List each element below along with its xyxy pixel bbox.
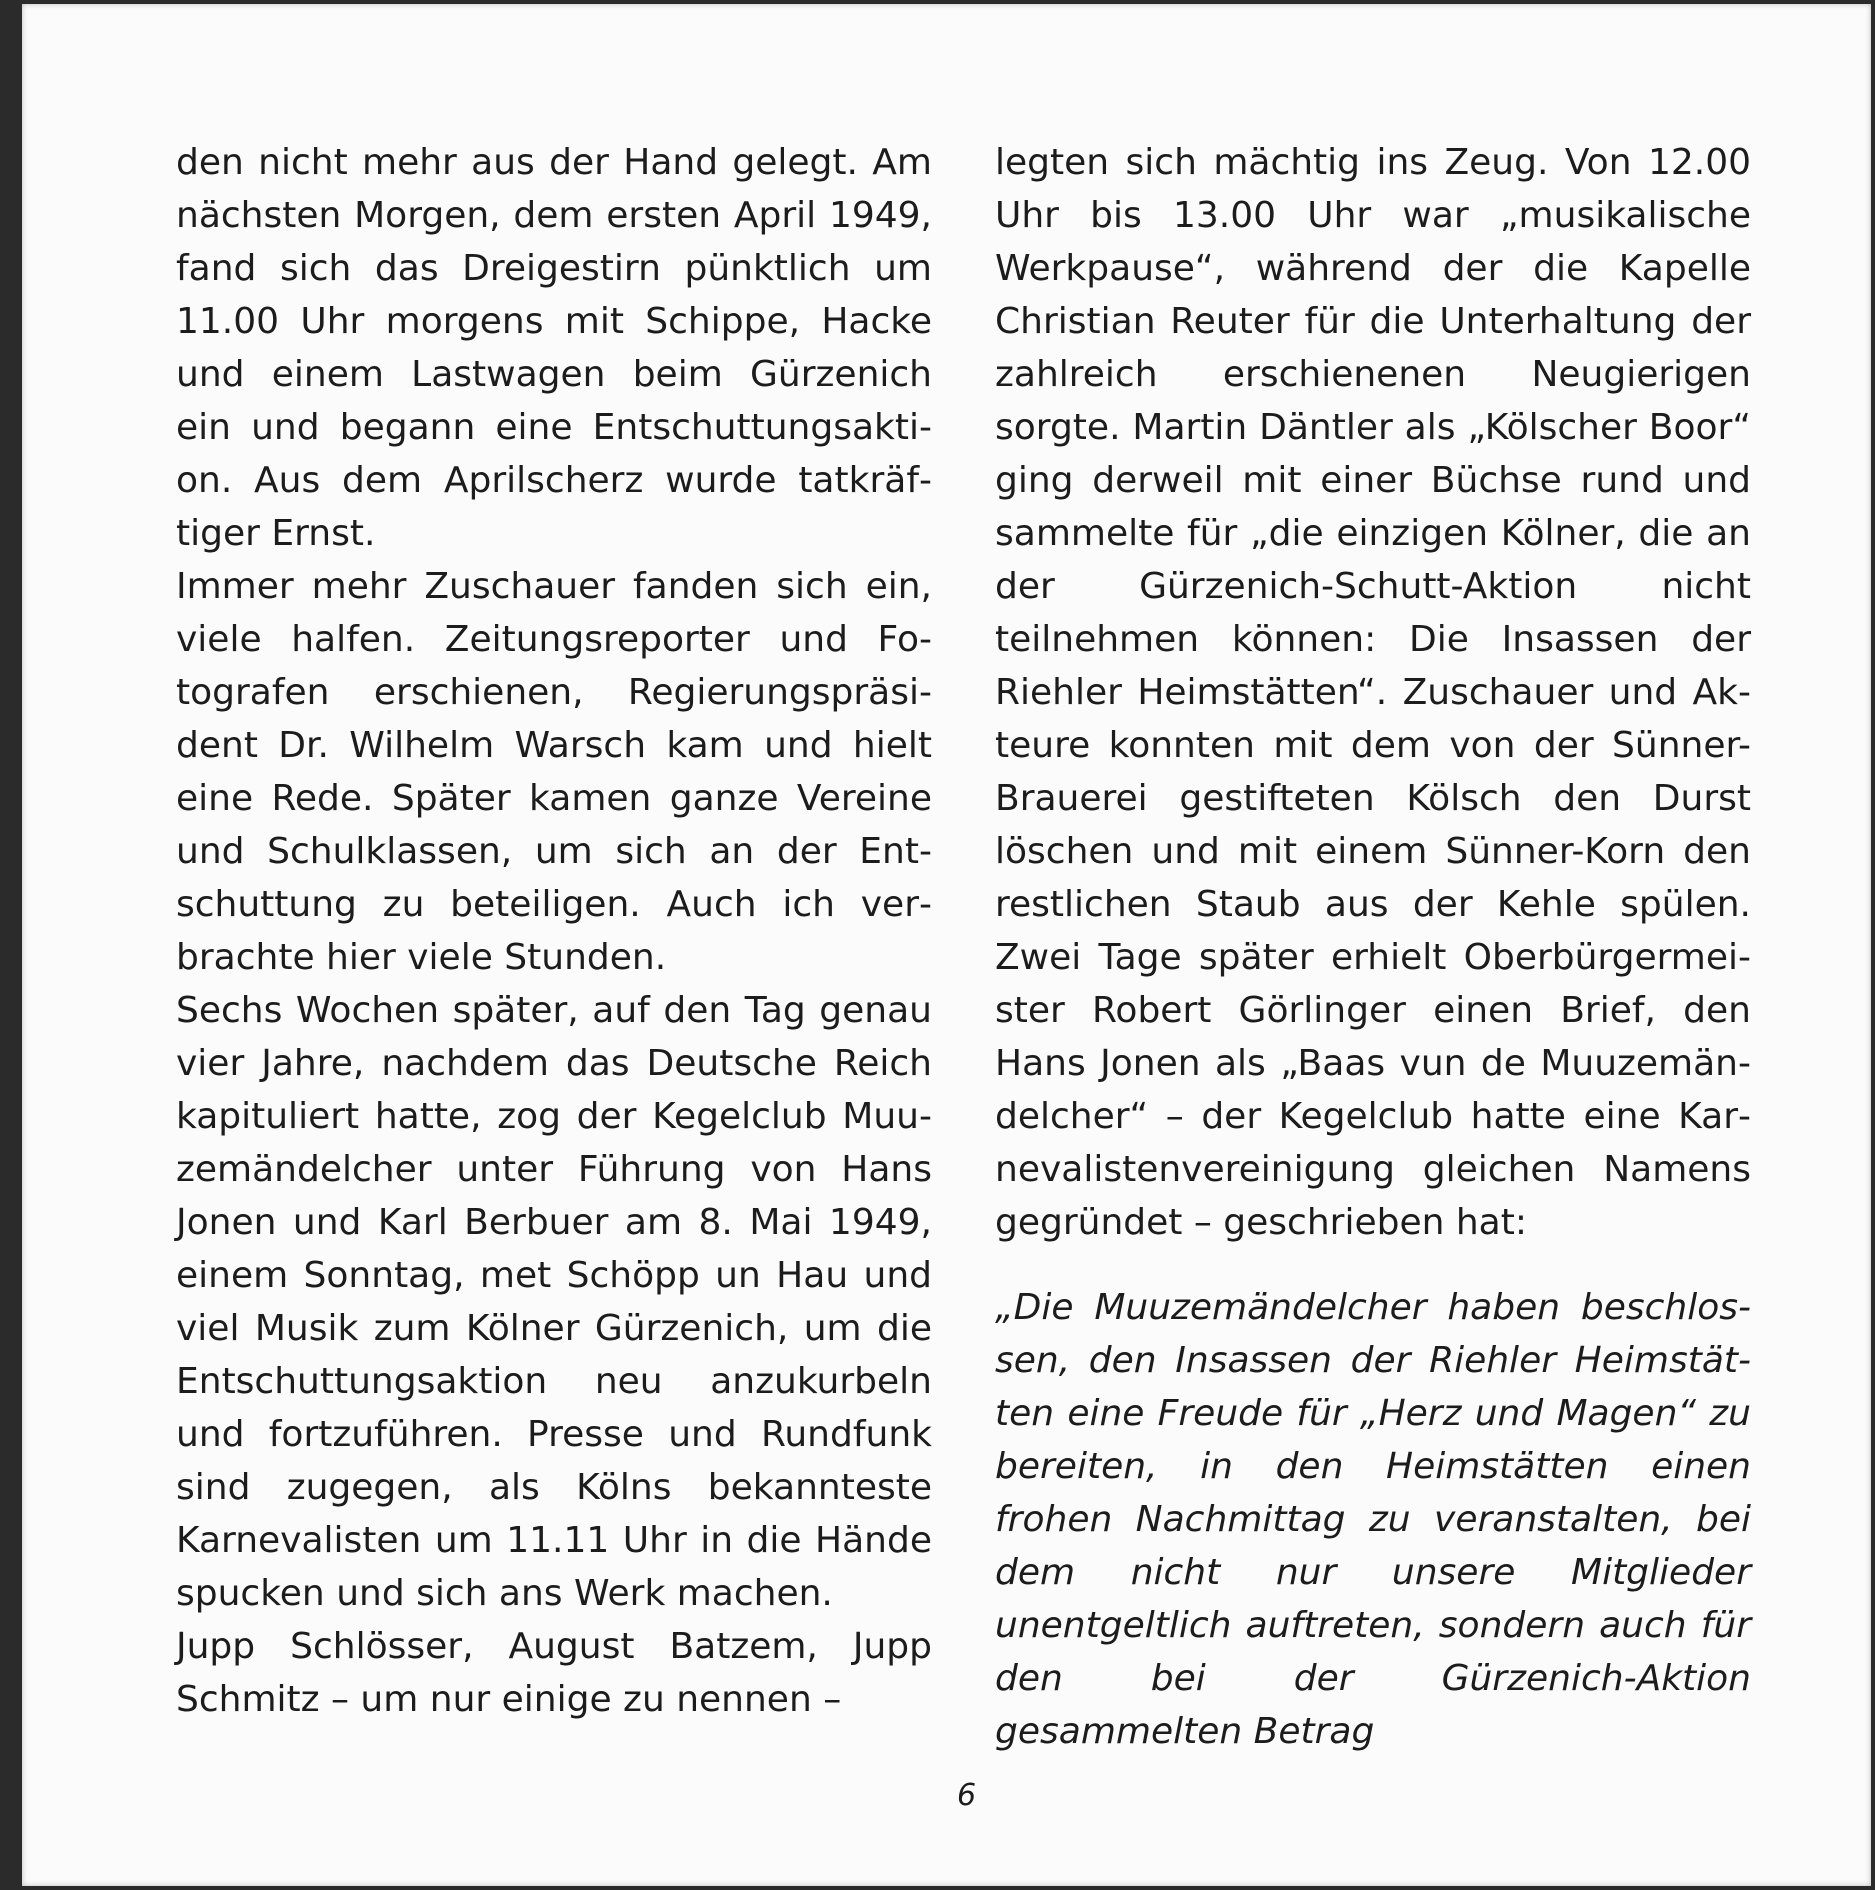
page-number: 6 [956, 1778, 977, 1813]
paragraph-dreigestirn: den nicht mehr aus der Hand gelegt. Am nächsten Morgen, dem ersten April 1949, fand sich das Dreigestirn pünktlich um 11.00 Uhr morgens mit Schippe, Hacke und einem Lastwagen beim Gürzenich ein und begann eine Entschuttungsaktion. Aus dem Aprilscherz wurde tatkräftiger Ernst. [176, 142, 932, 554]
paragraph-muuzemaendelcher: Sechs Wochen später, auf den Tag genau vier Jahre, nachdem das Deutsche Reich kapituliert hatte, zog der Kegelclub Muuzemändelcher unter Führung von Hans Jonen und Karl Berbuer am 8. Mai 1949, einem Sonntag, met Schöpp un Hau und viel Musik zum Kölner Gürzenich, um die Entschuttungsaktion neu anzukurbeln und fortzuführen. Presse und Rundfunk sind zugegen, als Kölns bekannteste Karnevalisten um 11.11 Uhr in die Hände spucken und sich ans Werk machen. [176, 990, 932, 1614]
book-page [22, 4, 1871, 1886]
paragraph-zuschauer: Immer mehr Zuschauer fanden sich ein, viele halfen. Zeitungsreporter und Fotografen erschienen, Regierungspräsident Dr. Wilhelm Warsch kam und hielt eine Rede. Später kamen ganze Vereine und Schulklassen, um sich an der Entschuttung zu beteiligen. Auch ich verbrachte hier viele Stunden. [176, 566, 932, 978]
paragraph-werkpause: legten sich mächtig ins Zeug. Von 12.00 Uhr bis 13.00 Uhr war „musikalische Werkpause“, während der die Kapelle Christian Reuter für die Unterhaltung der zahlreich erschienenen Neugierigen sorgte. Martin Däntler als „Kölscher Boor“ ging derweil mit einer Büchse rund und sammelte für „die einzigen Kölner, die an der Gürzenich-Schutt-Aktion nicht teilnehmen können: Die Insassen der Riehler Heimstätten“. Zuschauer und Akteure konnten mit dem von der Sünner-Brauerei gestifteten Kölsch den Durst löschen und mit einem Sünner-Korn den restlichen Staub aus der Kehle spülen. Zwei Tage später erhielt Oberbürgermeister Robert Görlinger einen Brief, den Hans Jonen als „Baas vun de Muuzemändelcher“ – der Kegelclub hatte eine Karnevalistenvereinigung gleichen Namens gegründet – geschrieben hat: [995, 142, 1751, 1243]
letter-quote: „Die Muuzemändelcher haben beschlossen, den Insassen der Riehler Heimstätten eine Freude für „Herz und Magen“ zu bereiten, in den Heimstätten einen frohen Nachmittag zu veranstalten, bei dem nicht nur unsere Mitglieder unentgeltlich auftreten, sondern auch für den bei der Gürzenich-Aktion gesammelten Betrag [995, 1287, 1751, 1752]
paragraph-jupp-schloesser: Jupp Schlösser, August Batzem, Jupp Schmitz – um nur einige zu nennen – [176, 1626, 932, 1720]
right-text-column [995, 136, 1751, 1758]
left-text-column [176, 136, 932, 1726]
